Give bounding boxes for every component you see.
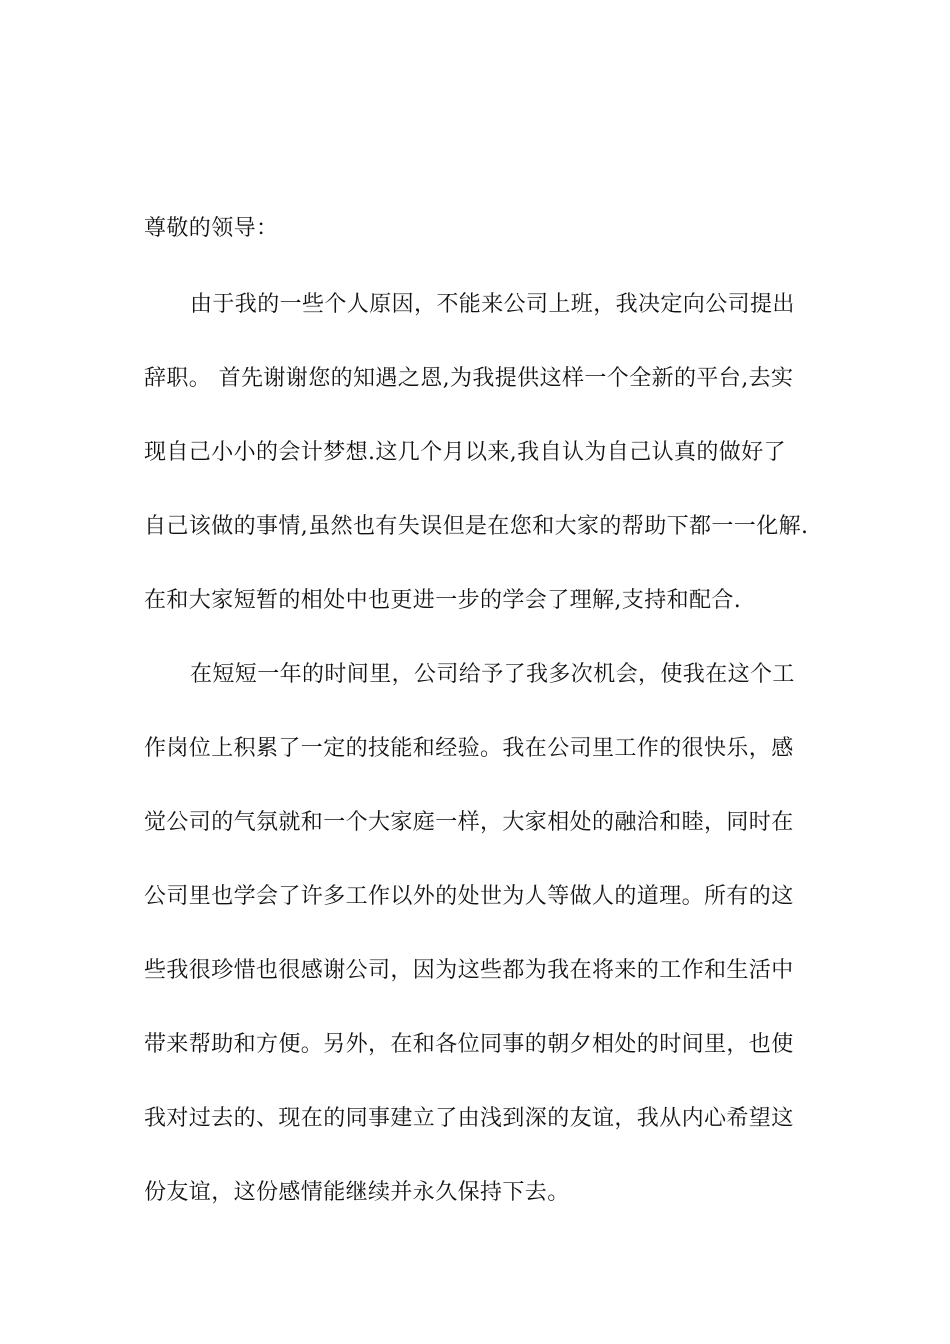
paragraph-1-line-2: 辞职。 首先谢谢您的知遇之恩,为我提供这样一个全新的平台,去实 [144, 366, 794, 391]
paragraph-2-line-4: 公司里也学会了许多工作以外的处世为人等做人的道理。所有的这 [144, 884, 794, 909]
paragraph-2-line-6: 带来帮助和方便。另外，在和各位同事的朝夕相处的时间里，也使 [144, 1032, 794, 1057]
paragraph-2-line-2: 作岗位上积累了一定的技能和经验。我在公司里工作的很快乐，感 [144, 736, 794, 761]
paragraph-1-line-3: 现自己小小的会计梦想.这几个月以来,我自认为自己认真的做好了 [144, 440, 786, 465]
paragraph-2-line-7: 我对过去的、现在的同事建立了由浅到深的友谊，我从内心希望这 [144, 1106, 794, 1131]
paragraph-2-line-3: 觉公司的气氛就和一个大家庭一样，大家相处的融洽和睦，同时在 [144, 810, 794, 835]
paragraph-2-line-8: 份友谊，这份感情能继续并永久保持下去。 [144, 1180, 570, 1205]
salutation: 尊敬的领导： [144, 216, 279, 241]
paragraph-2-line-1: 在短短一年的时间里，公司给予了我多次机会，使我在这个工 [190, 662, 795, 687]
paragraph-1-line-4: 自己该做的事情,虽然也有失误但是在您和大家的帮助下都一一化解. [144, 514, 809, 539]
paragraph-2-line-5: 些我很珍惜也很感谢公司，因为这些都为我在将来的工作和生活中 [144, 958, 794, 983]
paragraph-1-line-1: 由于我的一些个人原因，不能来公司上班，我决定向公司提出 [190, 292, 795, 317]
paragraph-1-line-5: 在和大家短暂的相处中也更进一步的学会了理解,支持和配合. [144, 588, 742, 613]
